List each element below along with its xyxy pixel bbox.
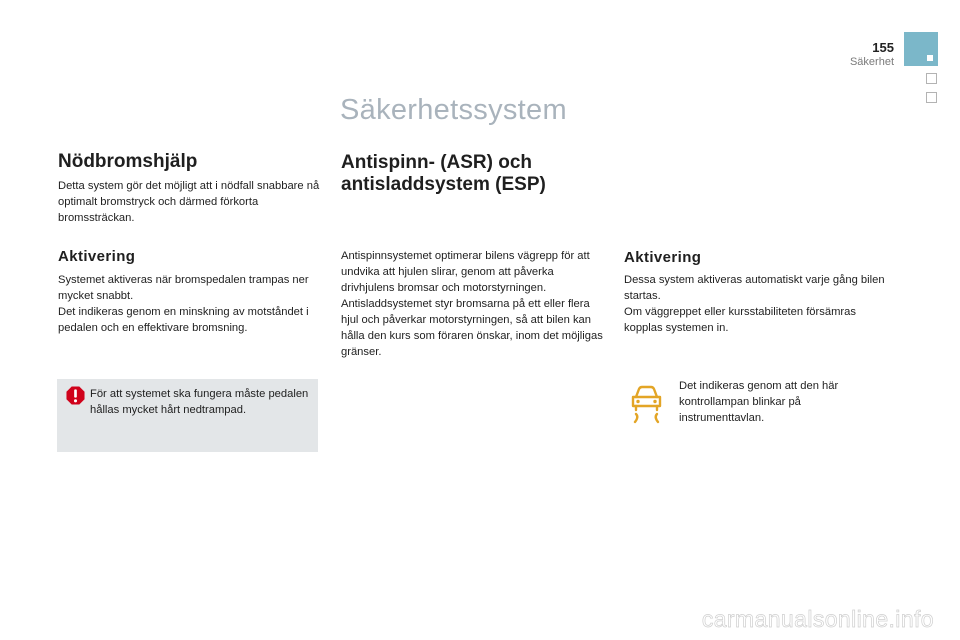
warning-note (57, 379, 318, 452)
chapter-tab-dot (927, 55, 933, 61)
activation-text: Systemet aktiveras när bromspedalen trampas ner mycket snabbt. Det indikeras genom en minskning av motståndet i pedalen och en effektivare bromsning. (58, 274, 309, 334)
sub-heading-aktivering: Aktivering (624, 249, 702, 266)
indicator-text: Det indikeras genom att den här kontrollampan blinkar på instrumenttavlan. (679, 380, 839, 424)
asr-esp-description: Antispinnsystemet optimerar bilens vägrepp för att undvika att hjulen slirar, genom att påverka drivhjulens bromsar och motorstyrningen. Antisladdsystemet styr bromsarna på ett eller flera hjul och påverkar motorstyrningen, så att bilen kan hålla den kurs som föraren önskar, inom det möjligas gränser. (341, 250, 603, 358)
page-title: Säkerhetssystem (340, 94, 567, 126)
chapter-tab-box (926, 73, 937, 84)
sub-heading-aktivering: Aktivering (58, 248, 136, 265)
skidding-car-icon (630, 384, 663, 424)
intro-text: Detta system gör det möjligt att i nödfall snabbare nå optimalt bromstryck och därmed förkorta bromssträckan. (58, 180, 320, 224)
watermark-text: carmanualsonline.info (701, 606, 934, 632)
exclamation-icon (66, 386, 85, 405)
activation-text: Dessa system aktiveras automatiskt varje gång bilen startas. Om väggreppet eller kursstabiliteten försämras kopplas systemen in. (624, 274, 885, 334)
section-heading-asr-esp: Antispinn- (ASR) och antisladdsystem (ESP) (341, 152, 546, 195)
warning-text: För att systemet ska fungera måste pedalen hållas mycket hårt nedtrampad. (90, 388, 309, 416)
section-heading-nodbromshjalp: Nödbromshjälp (58, 151, 198, 172)
section-label: Säkerhet (849, 56, 894, 68)
chapter-tab-box (926, 92, 937, 103)
watermark (0, 606, 960, 640)
page-number: 155 (872, 40, 894, 55)
